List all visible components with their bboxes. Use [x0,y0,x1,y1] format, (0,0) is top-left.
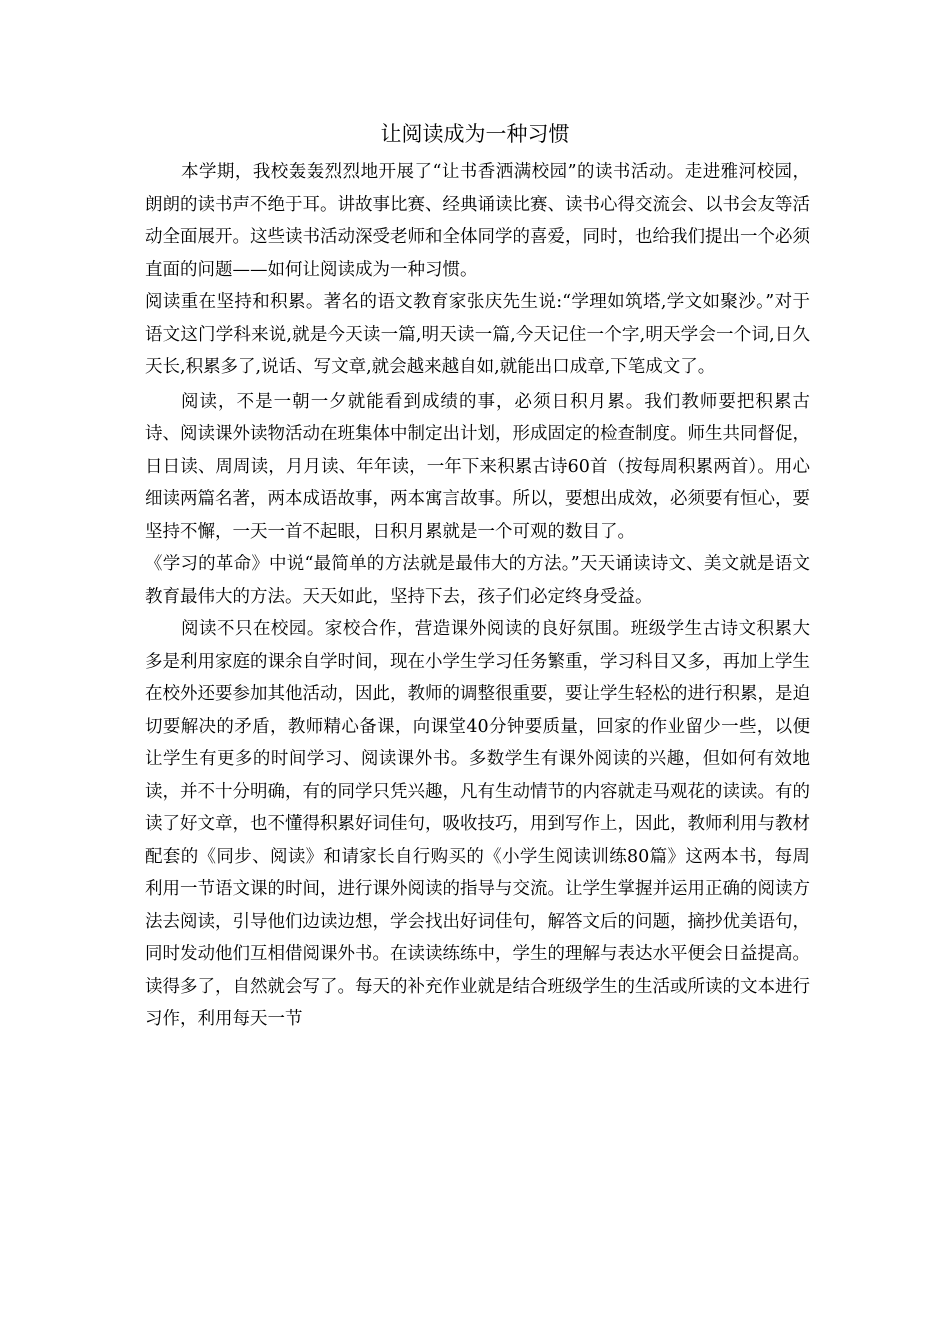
document-title: 让阅读成为一种习惯 [380,122,570,146]
paragraph-revolution-quote: 《学习的革命》中说“最简单的方法就是最伟大的方法。”天天诵读诗文、美文就是语文教育最伟大的方法。天天如此，坚持下去，孩子们必定终身受益。 [145,554,810,607]
paragraph-persistence: 阅读重在坚持和积累。著名的语文教育家张庆先生说:“学理如筑塔,学文如聚沙。”对于语文这门学科来说,就是今天读一篇,明天读一篇,今天记住一个字,明天学会一个词,日久天长,积累多了,说话、写文章,就会越来越自如,就能出口成章,下笔成文了。 [145,292,810,377]
paragraph-home-school: 阅读不只在校园。家校合作，营造课外阅读的良好氛围。班级学生古诗文积累大多是利用家庭的课余自学时间，现在小学生学习任务繁重，学习科目又多，再加上学生在校外还要参加其他活动，因此，教师的调整很重要，要让学生轻松的进行积累，是迫切要解决的矛盾，教师精心备课，向课堂40分钟要质量，回家的作业留少一些，以便让学生有更多的时间学习、阅读课外书。多数学生有课外阅读的兴趣，但如何有效地读，并不十分明确，有的同学只凭兴趣，凡有生动情节的内容就走马观花的读读。有的读了好文章，也不懂得积累好词佳句，吸收技巧，用到写作上，因此，教师利用与教材配套的《同步、阅读》和请家长自行购买的《小学生阅读训练80篇》这两本书，每周利用一节语文课的时间，进行课外阅读的指导与交流。让学生掌握并运用正确的阅读方法去阅读，引导他们边读边想，学会找出好词佳句，解答文后的问题，摘抄优美语句，同时发动他们互相借阅课外书。在读读练练中，学生的理解与表达水平便会日益提高。读得多了，自然就会写了。每天的补充作业就是结合班级学生的生活或所读的文本进行习作，利用每天一节 [145,619,810,1029]
paragraph-intro: 本学期，我校轰轰烈烈地开展了“让书香洒满校园”的读书活动。走进雅河校园，朗朗的读书声不绝于耳。讲故事比赛、经典诵读比赛、读书心得交流会、以书会友等活动全面展开。这些读书活动深受老师和全体同学的喜爱，同时，也给我们提出一个必须直面的问题——如何让阅读成为一种习惯。 [145,162,810,280]
paragraph-accumulation: 阅读，不是一朝一夕就能看到成绩的事，必须日积月累。我们教师要把积累古诗、阅读课外读物活动在班集体中制定出计划，形成固定的检查制度。师生共同督促，日日读、周周读，月月读、年年读，一年下来积累古诗60首（按每周积累两首）。用心细读两篇名著，两本成语故事，两本寓言故事。所以，要想出成效，必须要有恒心，要坚持不懈，一天一首不起眼，日积月累就是一个可观的数目了。 [145,391,810,542]
document-body [145,156,810,1036]
